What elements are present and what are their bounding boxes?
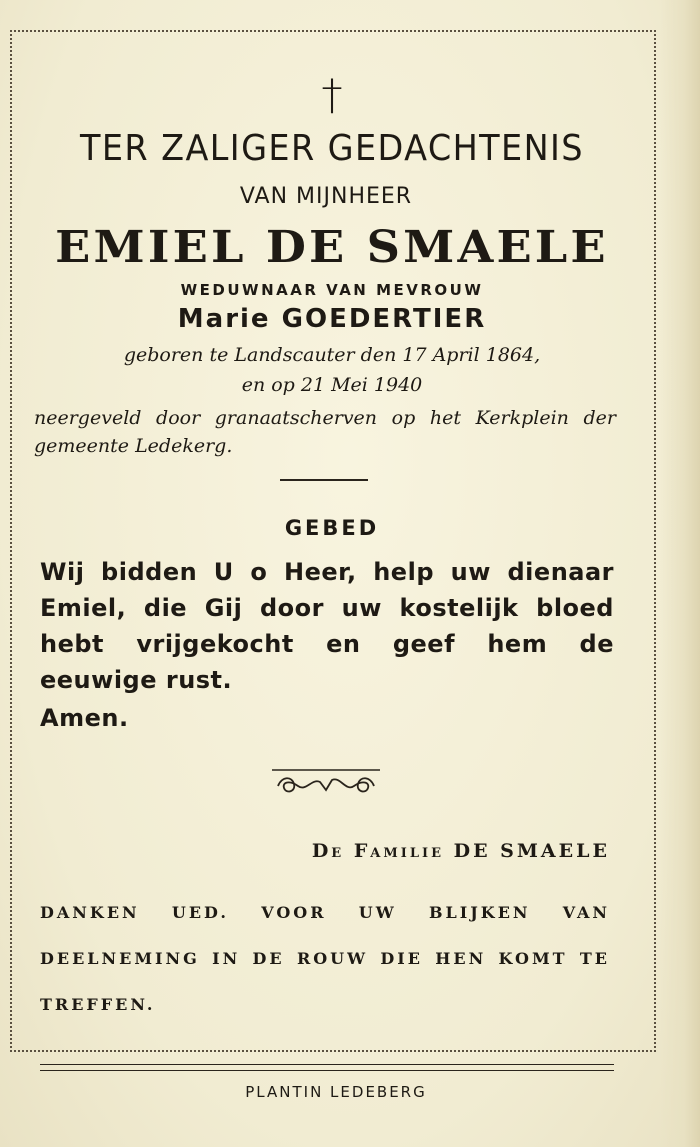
ornament-flourish-icon [268,764,384,800]
bottom-rule [40,1070,614,1071]
printer-credit: PLANTIN LEDEBERG [245,1083,427,1101]
deceased-name: EMIEL DE SMAELE [55,222,609,273]
family-thanks: DANKEN UED. VOOR UW BLIJKEN VAN DEELNEMING IN DE ROUW DIE HEN KOMT TE TREFFEN. [40,903,610,1014]
spouse-name: Marie GOEDERTIER [177,304,487,334]
death-line: en op 21 Mei 1940 [241,374,423,396]
memorial-title: TER ZALIGER GEDACHTENIS [80,128,584,169]
death-circumstances: neergeveld door granaatscherven op het Kerkplein der gemeente Ledekerg. [34,407,616,457]
widower-line: WEDUWNAAR VAN MEVROUW [180,281,484,299]
van-mijnheer: VAN MIJNHEER [239,184,413,209]
family-signature: De Familie DE SMAELE [311,840,610,862]
birth-line: geboren te Landscauter den 17 April 1864, [123,344,541,366]
prayer-text: Wij bidden U o Heer, help uw dienaar Emiel, die Gij door uw kostelijk bloed hebt vrijgekocht en geef hem de eeuwige rust. [40,558,614,694]
cross-icon: † [321,70,343,119]
prayer-title: GEBED [284,516,380,540]
bottom-rule [40,1064,614,1065]
prayer-amen: Amen. [40,704,129,732]
divider-rule [280,479,368,481]
card-edge-shadow [660,0,700,1147]
